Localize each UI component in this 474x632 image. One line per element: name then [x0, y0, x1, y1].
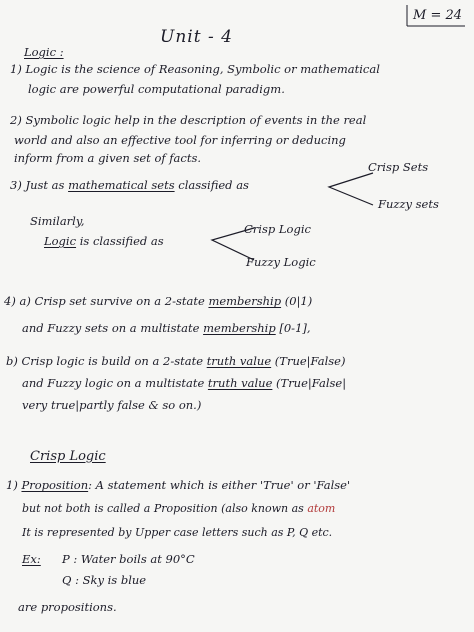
proposition-term: Proposition [21, 478, 89, 492]
point-4b-line-2 [22, 376, 346, 390]
proposition-definition: : A statement which is either 'True' or 'False' [88, 478, 351, 492]
crisp-logic-branch: Crisp Logic [244, 222, 311, 236]
proposition-line-3: It is represented by Upper case letters such as P, Q etc. [22, 526, 333, 539]
logic-term: Logic [44, 234, 77, 248]
truth-value-term-1: truth value [206, 354, 272, 368]
atom-term: atom [307, 502, 336, 515]
example-label: Ex: [22, 552, 41, 566]
point-4a-line-2-pre: and Fuzzy sets on a multistate [22, 321, 200, 335]
crisp-sets-branch: Crisp Sets [368, 160, 429, 174]
page-title: Unit - 4 [160, 27, 233, 47]
logic-classified-suffix: is classified as [79, 234, 164, 248]
point-2-line-3: inform from a given set of facts. [14, 151, 202, 165]
membership-term-2: membership [203, 321, 276, 335]
point-3-line [10, 178, 249, 192]
point-4b-line-1 [6, 354, 345, 368]
similarly-text: Similarly, [30, 214, 85, 228]
point-4a-line-2-post: [0-1], [279, 321, 311, 335]
proposition-line-2 [22, 502, 335, 516]
point-2-line-2: world and also an effective tool for inferring or deducing [14, 133, 346, 147]
logic-heading: Logic : [24, 45, 64, 59]
corner-note-text: M = 24 [413, 8, 463, 23]
corner-note [405, 5, 465, 25]
point-4a-line-1-post: (0|1) [284, 294, 313, 308]
fuzzy-sets-branch: Fuzzy sets [378, 197, 439, 211]
proposition-line-2-text: but not both is called a Proposition (also known as [22, 502, 304, 515]
point-4b-line-3: very true|partly false & so on.) [22, 398, 202, 412]
point-4a-line-2 [22, 321, 311, 335]
point-3-prefix: 3) Just as [10, 178, 65, 192]
fuzzy-logic-branch: Fuzzy Logic [246, 255, 316, 269]
point-4b-line-2-pre: and Fuzzy logic on a multistate [22, 376, 205, 390]
logic-classified-line [44, 234, 164, 248]
crisp-logic-heading: Crisp Logic [30, 449, 106, 464]
point-1-line-1: 1) Logic is the science of Reasoning, Symbolic or mathematical [10, 62, 380, 76]
point-4b-line-1-pre: b) Crisp logic is build on a 2-state [6, 354, 204, 368]
proposition-line-1 [6, 478, 350, 492]
point-2-line-1: 2) Symbolic logic help in the description of events in the real [10, 113, 367, 127]
point-4a-line-1-pre: 4) a) Crisp set survive on a 2-state [4, 294, 205, 308]
proposition-number: 1) [6, 478, 18, 492]
point-3-suffix: classified as [178, 178, 249, 192]
closing-text: are propositions. [18, 600, 117, 614]
example-q: Q : Sky is blue [62, 573, 147, 587]
truth-value-term-2: truth value [207, 376, 273, 390]
point-4b-line-1-post: (True|False) [274, 354, 346, 368]
example-p: P : Water boils at 90°C [62, 552, 195, 566]
point-4a-line-1 [4, 294, 312, 308]
mathematical-sets-term: mathematical sets [68, 178, 175, 192]
point-1-line-2: logic are powerful computational paradigm. [28, 82, 285, 96]
point-4b-line-2-post: (True|False| [276, 376, 347, 390]
membership-term-1: membership [208, 294, 282, 308]
